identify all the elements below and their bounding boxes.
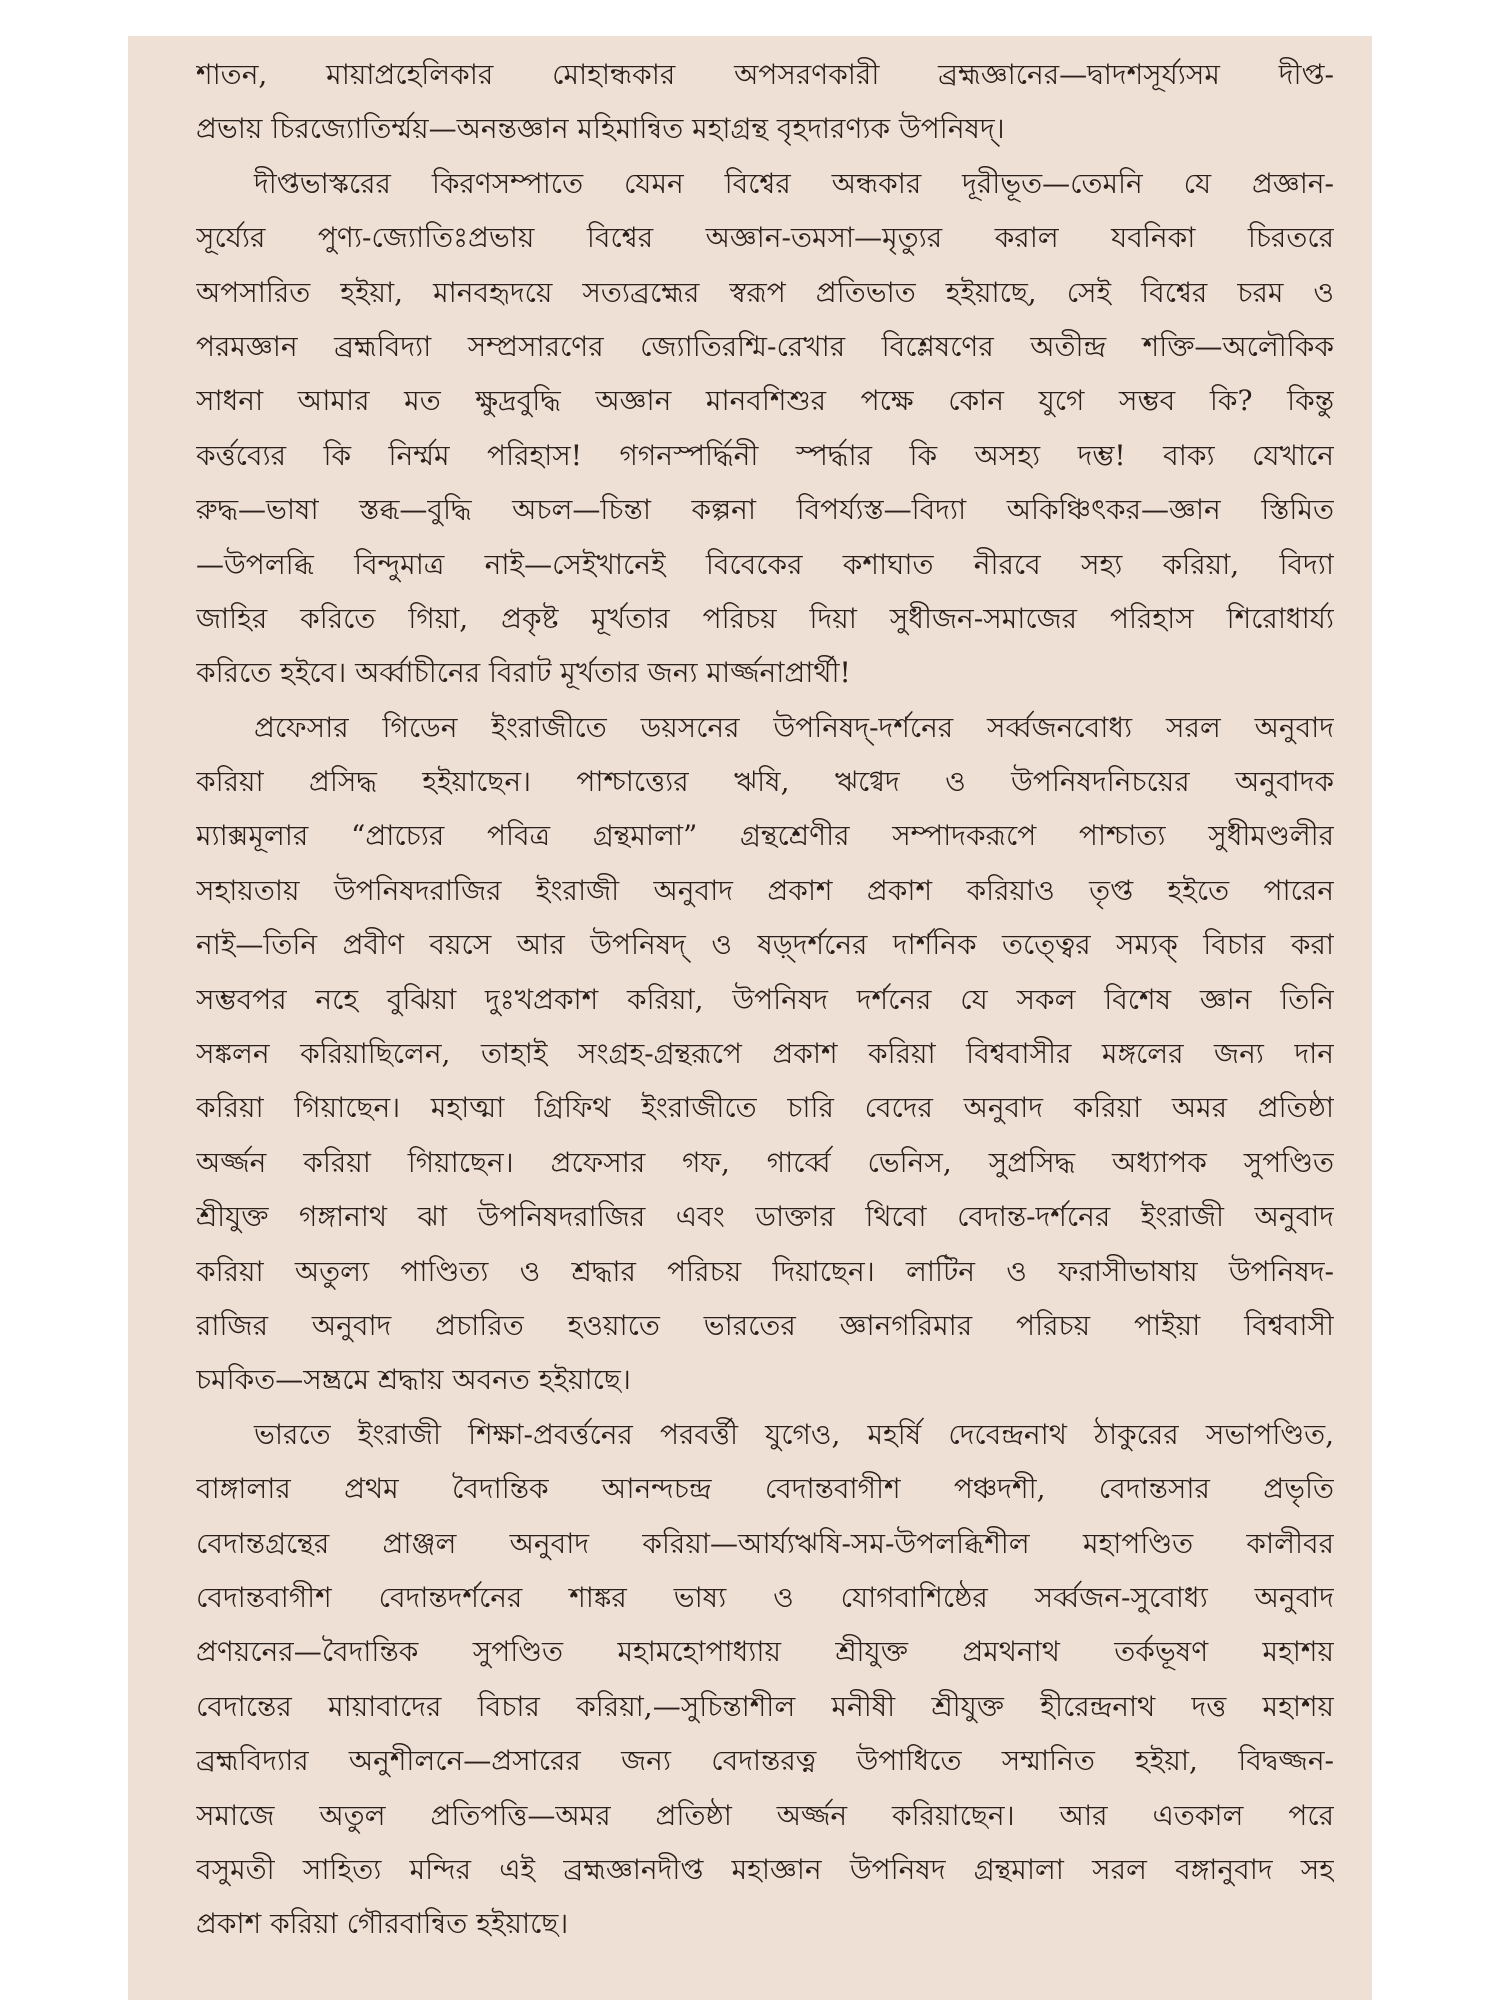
text-line: চমকিত—সম্ভ্রমে শ্রদ্ধায় অবনত হইয়াছে। <box>196 1363 631 1397</box>
paragraph-4 <box>196 1408 1334 1952</box>
paragraph-2 <box>196 157 1334 701</box>
text-line: বেদান্তের মায়াবাদের বিচার করিয়া,—সুচিন্তাশীল মনীষী শ্রীযুক্ত হীরেন্দ্রনাথ দত্ত মহাশয় <box>196 1689 1334 1723</box>
text-line: অপসারিত হইয়া, মানবহৃদয়ে সত্যব্রহ্মের স্বরূপ প্রতিভাত হইয়াছে, সেই বিশ্বের চরম ও <box>196 275 1334 309</box>
text-line: সঙ্কলন করিয়াছিলেন, তাহাই সংগ্রহ-গ্রন্থরূপে প্রকাশ করিয়া বিশ্ববাসীর মঙ্গলের জন্য দান <box>196 1037 1334 1071</box>
book-page <box>128 36 1372 2000</box>
text-line: করিতে হইবে। অর্ব্বাচীনের বিরাট মূর্খতার জন্য মার্জ্জনাপ্রার্থী! <box>196 656 851 690</box>
text-line: ভারতে ইংরাজী শিক্ষা-প্রবর্ত্তনের পরবর্ত্তী যুগেও, মহর্ষি দেবেন্দ্রনাথ ঠাকুরের সভাপণ্ডিত, <box>254 1417 1334 1451</box>
text-line: নাই—তিনি প্রবীণ বয়সে আর উপনিষদ্ ও ষড়্‌দর্শনের দার্শনিক তত্ত্বের সম্যক্ বিচার করা <box>196 928 1334 962</box>
text-line: বসুমতী সাহিত্য মন্দির এই ব্রহ্মজ্ঞানদীপ্ত মহাজ্ঞান উপনিষদ গ্রন্থমালা সরল বঙ্গানুবাদ সহ <box>196 1852 1334 1886</box>
text-line: সমাজে অতুল প্রতিপত্তি—অমর প্রতিষ্ঠা অর্জ্জন করিয়াছেন। আর এতকাল পরে <box>196 1798 1334 1832</box>
text-line: ম্যাক্সমূলার “প্রাচ্যের পবিত্র গ্রন্থমালা” গ্রন্থশ্রেণীর সম্পাদকরূপে পাশ্চাত্য সুধীমণ্ডলীর <box>196 819 1334 853</box>
text-line: প্রকাশ করিয়া গৌরবান্বিত হইয়াছে। <box>196 1907 569 1941</box>
text-line: —উপলব্ধি বিন্দুমাত্র নাই—সেইখানেই বিবেকের কশাঘাত নীরবে সহ্য করিয়া, বিদ্যা <box>196 547 1334 581</box>
text-line: বেদান্তবাগীশ বেদান্তদর্শনের শাঙ্কর ভাষ্য ও যোগবাশিষ্ঠের সর্ব্বজন-সুবোধ্য অনুবাদ <box>196 1580 1334 1614</box>
text-line: প্রভায় চিরজ্যোতির্ম্ময়—অনন্তজ্ঞান মহিমান্বিত মহাগ্রন্থ বৃহদারণ্যক উপনিষদ্। <box>196 112 1005 146</box>
text-line: কর্ত্তব্যের কি নির্ম্মম পরিহাস! গগনস্পর্দ্ধিনী স্পর্দ্ধার কি অসহ্য দম্ভ! বাক্য যেখানে <box>196 438 1334 472</box>
text-line: করিয়া গিয়াছেন। মহাত্মা গ্রিফিথ ইংরাজীতে চারি বেদের অনুবাদ করিয়া অমর প্রতিষ্ঠা <box>196 1091 1334 1125</box>
text-line: দীপ্তভাস্করের কিরণসম্পাতে যেমন বিশ্বের অন্ধকার দূরীভূত—তেমনি যে প্রজ্ঞান- <box>254 166 1334 200</box>
text-line: বেদান্তগ্রন্থের প্রাঞ্জল অনুবাদ করিয়া—আর্য্যঋষি-সম-উপলব্ধিশীল মহাপণ্ডিত কালীবর <box>196 1526 1334 1560</box>
text-line: করিয়া অতুল্য পাণ্ডিত্য ও শ্রদ্ধার পরিচয় দিয়াছেন। লাটিন ও ফরাসীভাষায় উপনিষদ- <box>196 1254 1334 1288</box>
text-line: প্রণয়নের—বৈদান্তিক সুপণ্ডিত মহামহোপাধ্যায় শ্রীযুক্ত প্রমথনাথ তর্কভূষণ মহাশয় <box>196 1635 1334 1669</box>
text-line: সাধনা আমার মত ক্ষুদ্রবুদ্ধি অজ্ঞান মানবশিশুর পক্ষে কোন যুগে সম্ভব কি? কিন্তু <box>196 384 1334 418</box>
text-line: বাঙ্গালার প্রথম বৈদান্তিক আনন্দচন্দ্র বেদান্তবাগীশ পঞ্চদশী, বেদান্তসার প্রভৃতি <box>196 1472 1334 1506</box>
paragraph-3 <box>196 701 1334 1408</box>
text-line: প্রফেসার গিডেন ইংরাজীতে ডয়সনের উপনিষদ্-দর্শনের সর্ব্বজনবোধ্য সরল অনুবাদ <box>254 710 1334 744</box>
text-line: রাজির অনুবাদ প্রচারিত হওয়াতে ভারতের জ্ঞানগরিমার পরিচয় পাইয়া বিশ্ববাসী <box>196 1308 1334 1342</box>
text-line: রুদ্ধ—ভাষা স্তব্ধ—বুদ্ধি অচল—চিন্তা কল্পনা বিপর্য্যস্ত—বিদ্যা অকিঞ্চিৎকর—জ্ঞান স্তিমিত <box>196 493 1334 527</box>
text-line: শাতন, মায়াপ্রহেলিকার মোহান্ধকার অপসরণকারী ব্রহ্মজ্ঞানের—দ্বাদশসূর্য্যসম দীপ্ত- <box>196 58 1334 91</box>
text-line: পরমজ্ঞান ব্রহ্মবিদ্যা সম্প্রসারণের জ্যোতিরশ্মি-রেখার বিশ্লেষণের অতীন্দ্র শক্তি—অলৌকিক <box>196 329 1334 363</box>
text-line: করিয়া প্রসিদ্ধ হইয়াছেন। পাশ্চাত্ত্যের ঋষি, ঋগ্বেদ ও উপনিষদনিচয়ের অনুবাদক <box>196 765 1334 799</box>
text-line: সম্ভবপর নহে বুঝিয়া দুঃখপ্রকাশ করিয়া, উপনিষদ দর্শনের যে সকল বিশেষ জ্ঞান তিনি <box>196 982 1334 1016</box>
text-line: অর্জ্জন করিয়া গিয়াছেন। প্রফেসার গফ, গার্ব্বে ভেনিস, সুপ্রসিদ্ধ অধ্যাপক সুপণ্ডিত <box>196 1145 1334 1179</box>
paragraph-1 <box>196 48 1334 157</box>
text-line: সূর্য্যের পুণ্য-জ্যোতিঃপ্রভায় বিশ্বের অজ্ঞান-তমসা—মৃত্যুর করাল যবনিকা চিরতরে <box>196 221 1334 255</box>
text-line: ব্রহ্মবিদ্যার অনুশীলনে—প্রসারের জন্য বেদান্তরত্ন উপাধিতে সম্মানিত হইয়া, বিদ্বজ্জন- <box>196 1744 1334 1778</box>
text-line: শ্রীযুক্ত গঙ্গানাথ ঝা উপনিষদরাজির এবং ডাক্তার থিবো বেদান্ত-দর্শনের ইংরাজী অনুবাদ <box>196 1200 1334 1234</box>
text-line: সহায়তায় উপনিষদরাজির ইংরাজী অনুবাদ প্রকাশ প্রকাশ করিয়াও তৃপ্ত হইতে পারেন <box>196 873 1334 907</box>
text-line: জাহির করিতে গিয়া, প্রকৃষ্ট মূর্খতার পরিচয় দিয়া সুধীজন-সমাজের পরিহাস শিরোধার্য্য <box>196 601 1334 635</box>
